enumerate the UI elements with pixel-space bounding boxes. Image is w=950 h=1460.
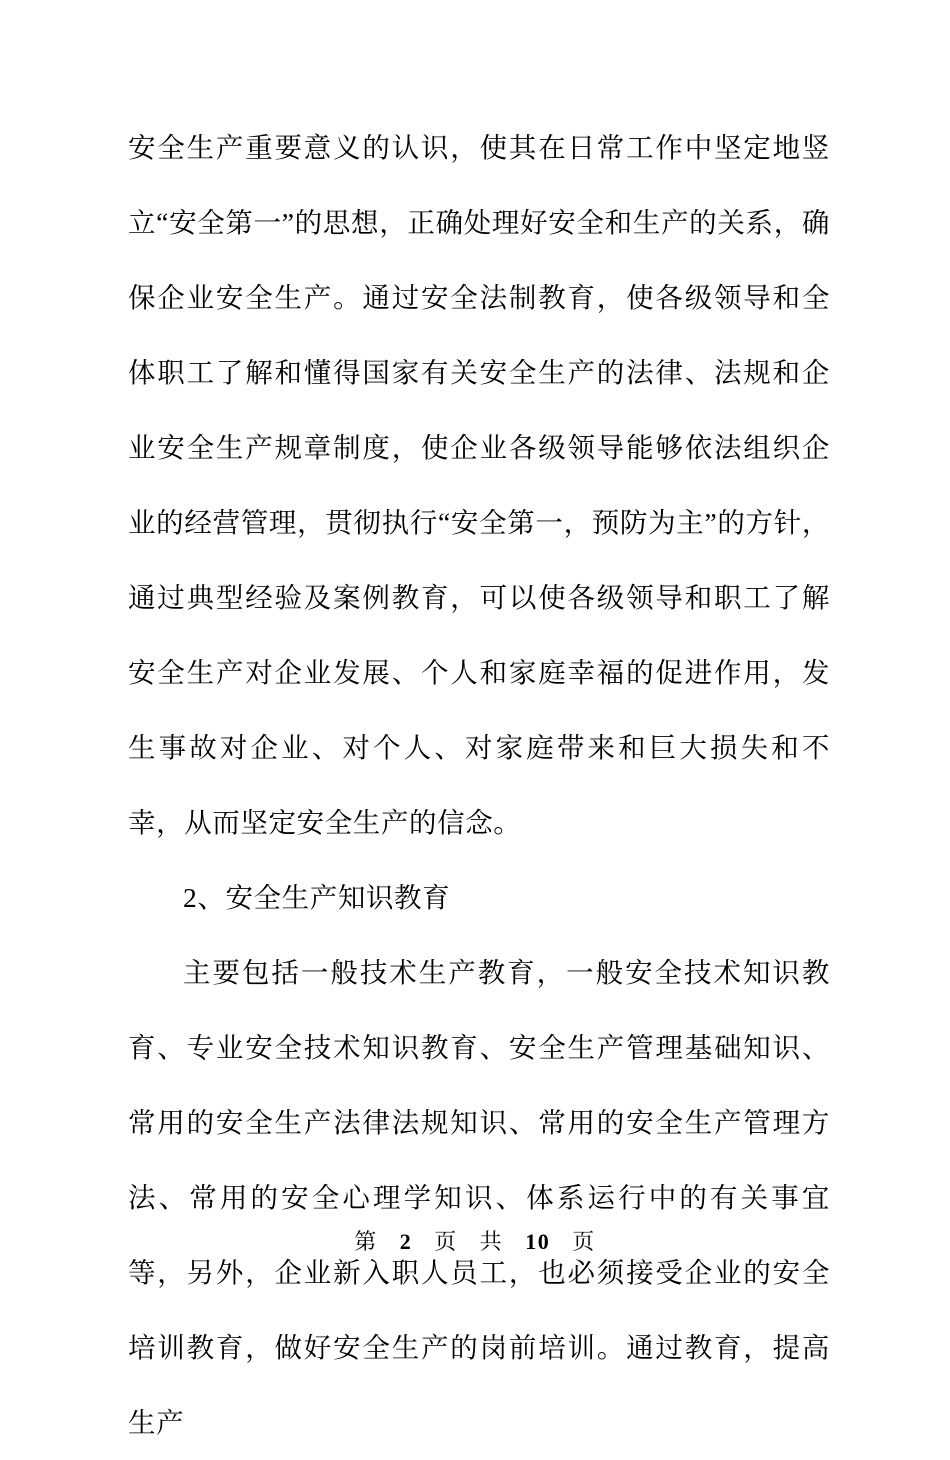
paragraph: 主要包括一般技术生产教育，一般安全技术知识教育、专业安全技术知识教育、安全生产管理基础知识、常用的安全生产法律法规知识、常用的安全生产管理方法、常用的安全心理学知识、体系运行中的有关事宜等，另外，企业新入职人员工，也必须接受企业的安全培训教育，做好安全生产的岗前培训。通过教育，提高生产 (128, 957, 830, 1438)
paragraph-heading-2: 2、安全生产知识教育 (183, 882, 451, 913)
footer-total-label: 共 (479, 1229, 504, 1254)
document-body (128, 110, 830, 1460)
page-footer (0, 1225, 950, 1256)
footer-page-word: 页 (434, 1229, 458, 1254)
footer-current-page: 2 (399, 1229, 413, 1254)
paragraph: 安全生产重要意义的认识，使其在日常工作中坚定地竖立“安全第一”的思想，正确处理好安全和生产的关系，确保企业安全生产。通过安全法制教育，使各级领导和全体职工了解和懂得国家有关安全生产的法律、法规和企业安全生产规章制度，使企业各级领导能够依法组织企业的经营管理，贯彻执行“安全第一，预防为主”的方针，通过典型经验及案例教育，可以使各级领导和职工了解安全生产对企业发展、个人和家庭幸福的促进作用，发生事故对企业、对个人、对家庭带来和巨大损失和不幸，从而坚定安全生产的信念。 (128, 132, 830, 838)
footer-total-pages: 10 (525, 1229, 551, 1254)
footer-suffix: 页 (572, 1229, 596, 1254)
footer-prefix: 第 (354, 1229, 378, 1254)
